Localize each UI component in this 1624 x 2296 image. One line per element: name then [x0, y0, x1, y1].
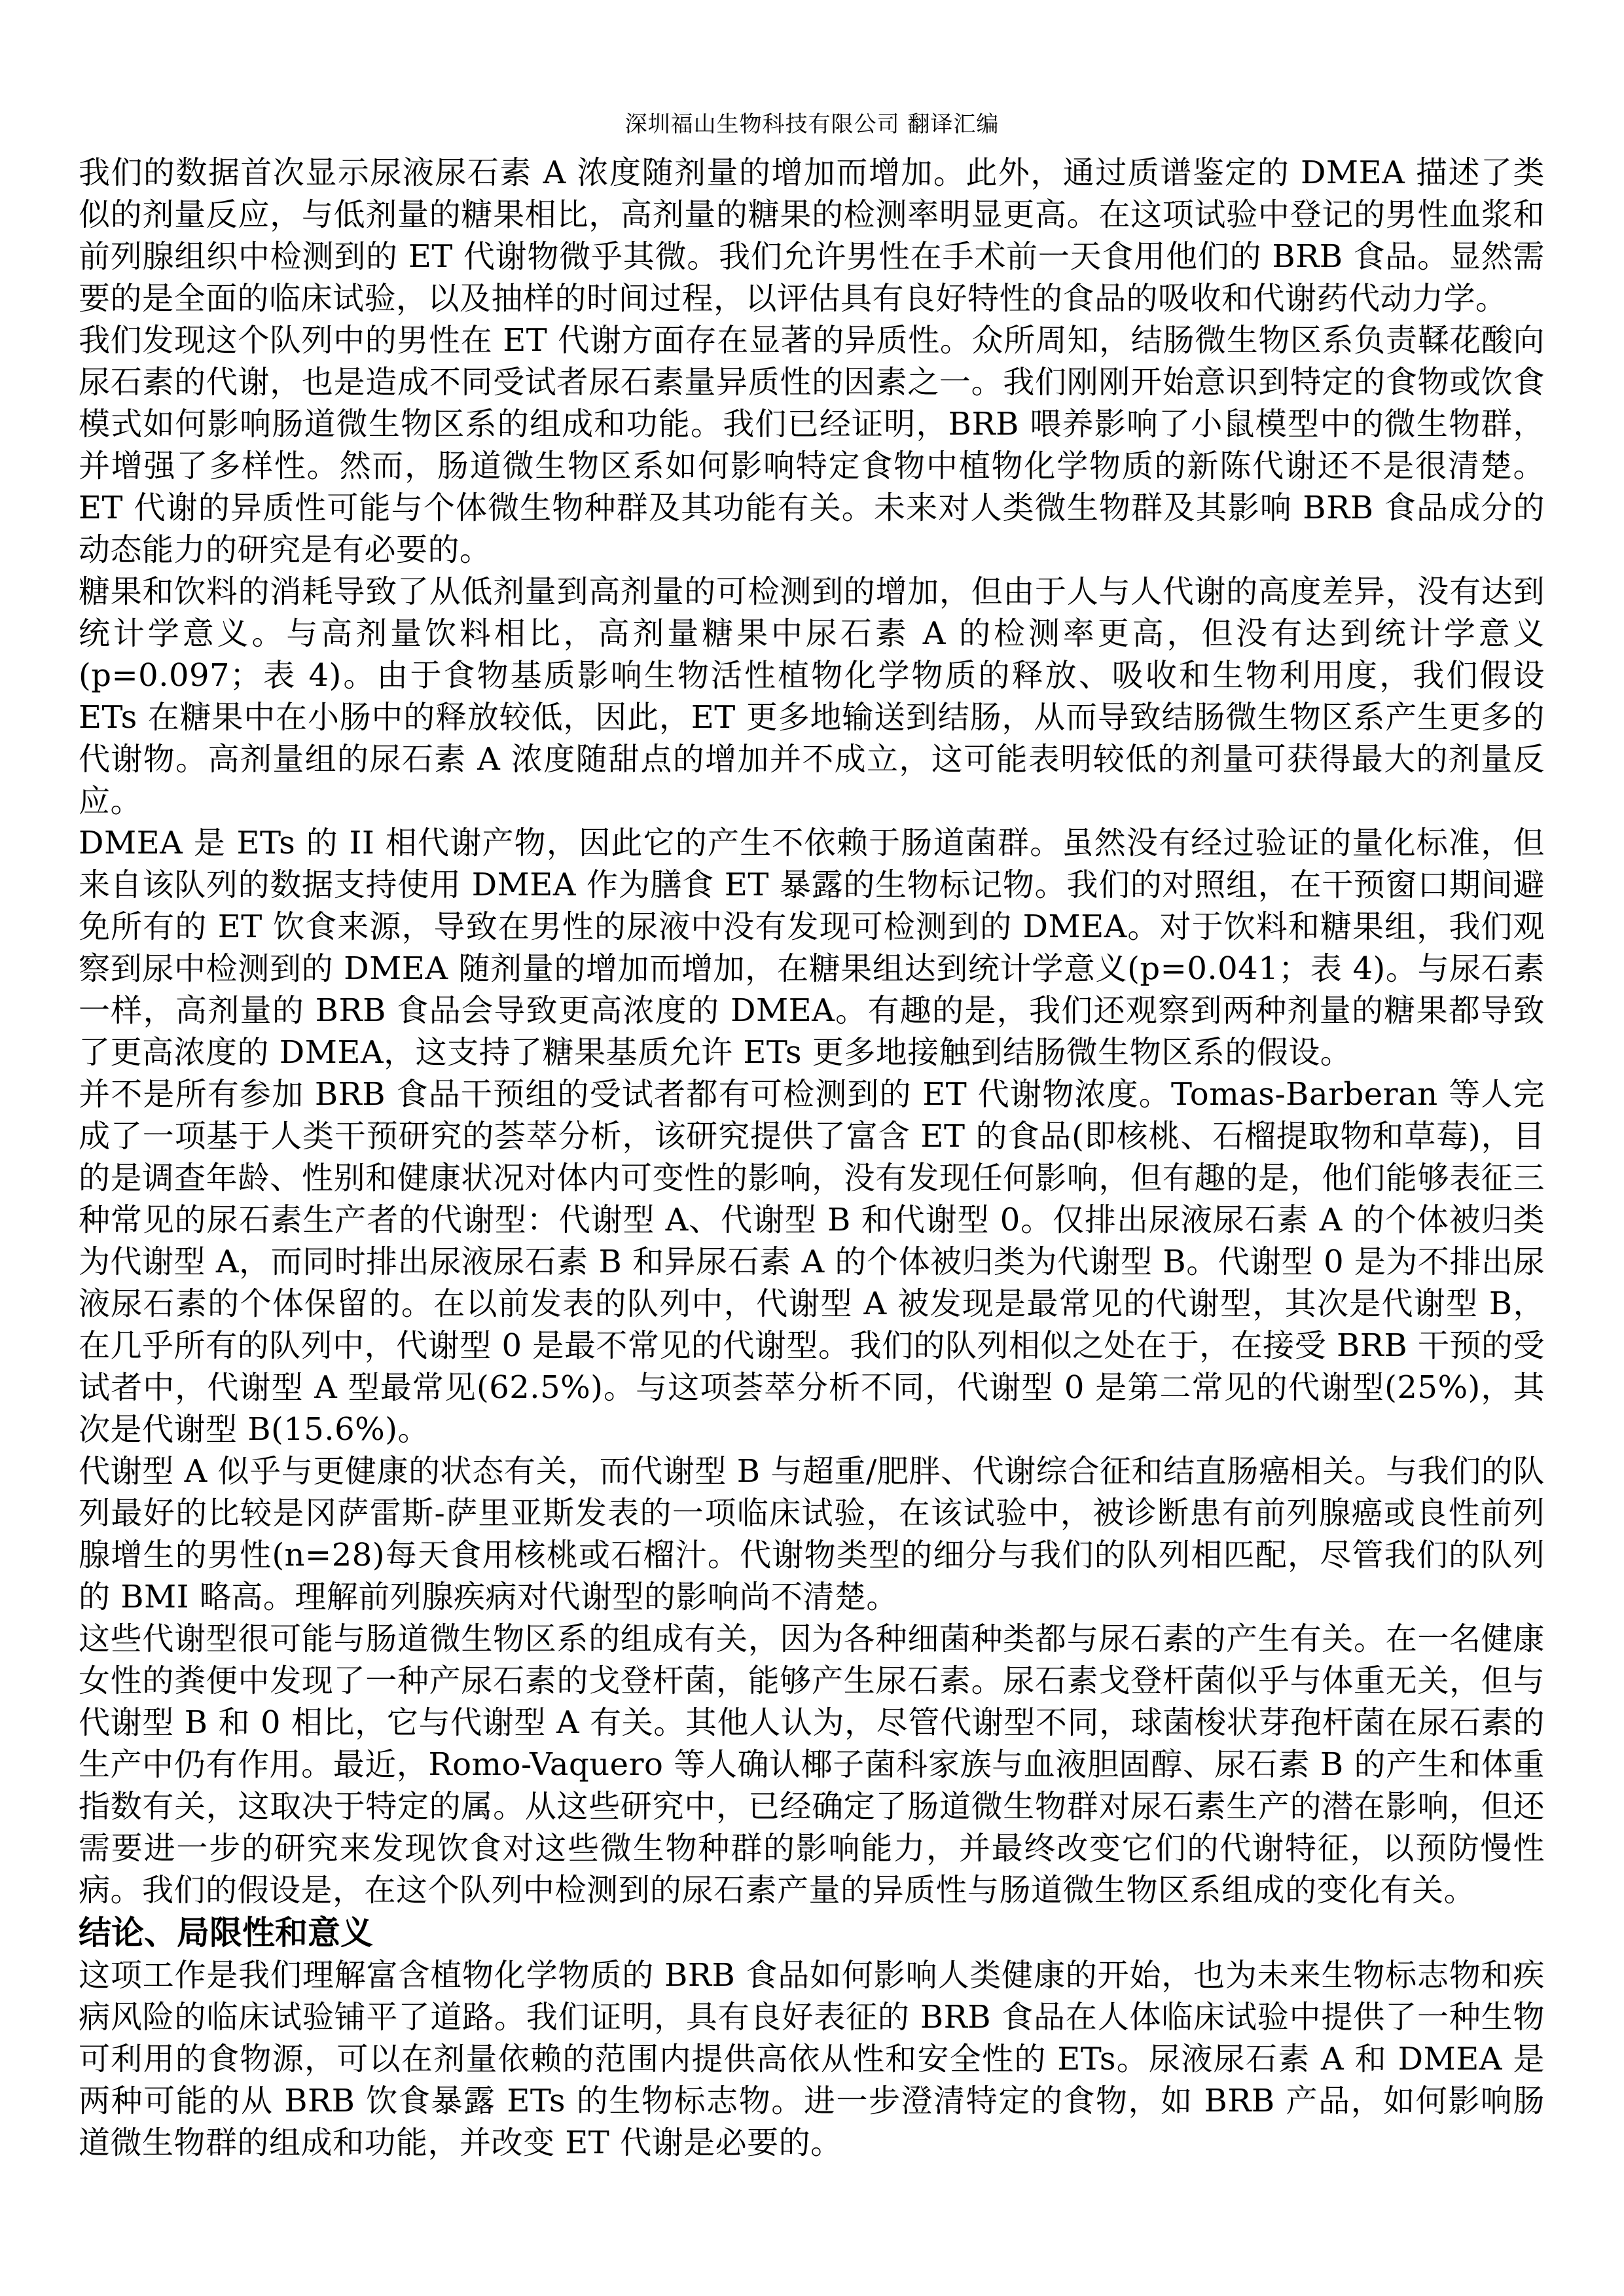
conclusion-paragraph: 这项工作是我们理解富含植物化学物质的 BRB 食品如何影响人类健康的开始，也为未来生物标志物和疾病风险的临床试验铺平了道路。我们证明，具有良好表征的 BRB 食品在人体临床试验中提供了一种生物可利用的食物源，可以在剂量依赖的范围内提供高依从性和安全性的 ETs。尿液尿石素 A 和 DMEA 是两种可能的从 BRB 饮食暴露 ETs 的生物标志物。进一步澄清特定的食物，如 BRB 产品，如何影响肠道微生物群的组成和功能，并改变 ET 代谢是必要的。	[79, 1957, 1545, 2161]
body-paragraph: 这些代谢型很可能与肠道微生物区系的组成有关，因为各种细菌种类都与尿石素的产生有关。在一名健康女性的粪便中发现了一种产尿石素的戈登杆菌，能够产生尿石素。尿石素戈登杆菌似乎与体重无关，但与代谢型 B 和 0 相比，它与代谢型 A 有关。其他人认为，尽管代谢型不同，球菌梭状芽孢杆菌在尿石素的生产中仍有作用。最近，Romo-Vaquero 等人确认椰子菌科家族与血液胆固醇、尿石素 B 的产生和体重指数有关，这取决于特定的属。从这些研究中，已经确定了肠道微生物群对尿石素生产的潜在影响，但还需要进一步的研究来发现饮食对这些微生物种群的影响能力，并最终改变它们的代谢特征，以预防慢性病。我们的假设是，在这个队列中检测到的尿石素产量的异质性与肠道微生物区系组成的变化有关。	[79, 1621, 1545, 1909]
body-paragraph: 糖果和饮料的消耗导致了从低剂量到高剂量的可检测到的增加，但由于人与人代谢的高度差异，没有达到统计学意义。与高剂量饮料相比，高剂量糖果中尿石素 A 的检测率更高，但没有达到统计学意义(p=0.097；表 4)。由于食物基质影响生物活性植物化学物质的释放、吸收和生物利用度，我们假设 ETs 在糖果中在小肠中的释放较低，因此，ET 更多地输送到结肠，从而导致结肠微生物区系产生更多的代谢物。高剂量组的尿石素 A 浓度随甜点的增加并不成立，这可能表明较低的剂量可获得最大的剂量反应。	[79, 573, 1545, 819]
body-paragraph: 并不是所有参加 BRB 食品干预组的受试者都有可检测到的 ET 代谢物浓度。Tomas-Barberan 等人完成了一项基于人类干预研究的荟萃分析，该研究提供了富含 ET 的食品(即核桃、石榴提取物和草莓)，目的是调查年龄、性别和健康状况对体内可变性的影响，没有发现任何影响，但有趣的是，他们能够表征三种常见的尿石素生产者的代谢型：代谢型 A、代谢型 B 和代谢型 0。仅排出尿液尿石素 A 的个体被归类为代谢型 A，而同时排出尿液尿石素 B 和异尿石素 A 的个体被归类为代谢型 B。代谢型 0 是为不排出尿液尿石素的个体保留的。在以前发表的队列中，代谢型 A 被发现是最常见的代谢型，其次是代谢型 B，在几乎所有的队列中，代谢型 0 是最不常见的代谢型。我们的队列相似之处在于，在接受 BRB 干预的受试者中，代谢型 A 型最常见(62.5%)。与这项荟萃分析不同，代谢型 0 是第二常见的代谢型(25%)，其次是代谢型 B(15.6%)。	[79, 1076, 1545, 1448]
page-header: 深圳福山生物科技有限公司 翻译汇编	[624, 111, 1000, 137]
body-paragraph: DMEA 是 ETs 的 II 相代谢产物，因此它的产生不依赖于肠道菌群。虽然没有经过验证的量化标准，但来自该队列的数据支持使用 DMEA 作为膳食 ET 暴露的生物标记物。我们的对照组，在干预窗口期间避免所有的 ET 饮食来源，导致在男性的尿液中没有发现可检测到的 DMEA。对于饮料和糖果组，我们观察到尿中检测到的 DMEA 随剂量的增加而增加，在糖果组达到统计学意义(p=0.041；表 4)。与尿石素一样，高剂量的 BRB 食品会导致更高浓度的 DMEA。有趣的是，我们还观察到两种剂量的糖果都导致了更高浓度的 DMEA，这支持了糖果基质允许 ETs 更多地接触到结肠微生物区系的假设。	[79, 825, 1545, 1071]
document-body	[79, 152, 1545, 2164]
section-heading: 结论、局限性和意义	[79, 1914, 373, 1952]
body-paragraph: 代谢型 A 似乎与更健康的状态有关，而代谢型 B 与超重/肥胖、代谢综合征和结直肠癌相关。与我们的队列最好的比较是冈萨雷斯-萨里亚斯发表的一项临床试验，在该试验中，被诊断患有前列腺癌或良性前列腺增生的男性(n=28)每天食用核桃或石榴汁。代谢物类型的细分与我们的队列相匹配，尽管我们的队列的 BMI 略高。理解前列腺疾病对代谢型的影响尚不清楚。	[79, 1453, 1545, 1615]
body-paragraph: 我们发现这个队列中的男性在 ET 代谢方面存在显著的异质性。众所周知，结肠微生物区系负责鞣花酸向尿石素的代谢，也是造成不同受试者尿石素量异质性的因素之一。我们刚刚开始意识到特定的食物或饮食模式如何影响肠道微生物区系的组成和功能。我们已经证明，BRB 喂养影响了小鼠模型中的微生物群，并增强了多样性。然而，肠道微生物区系如何影响特定食物中植物化学物质的新陈代谢还不是很清楚。ET 代谢的异质性可能与个体微生物种群及其功能有关。未来对人类微生物群及其影响 BRB 食品成分的动态能力的研究是有必要的。	[79, 322, 1545, 568]
body-paragraph: 我们的数据首次显示尿液尿石素 A 浓度随剂量的增加而增加。此外，通过质谱鉴定的 DMEA 描述了类似的剂量反应，与低剂量的糖果相比，高剂量的糖果的检测率明显更高。在这项试验中登记的男性血浆和前列腺组织中检测到的 ET 代谢物微乎其微。我们允许男性在手术前一天食用他们的 BRB 食品。显然需要的是全面的临床试验，以及抽样的时间过程，以评估具有良好特性的食品的吸收和代谢药代动力学。	[79, 154, 1545, 317]
